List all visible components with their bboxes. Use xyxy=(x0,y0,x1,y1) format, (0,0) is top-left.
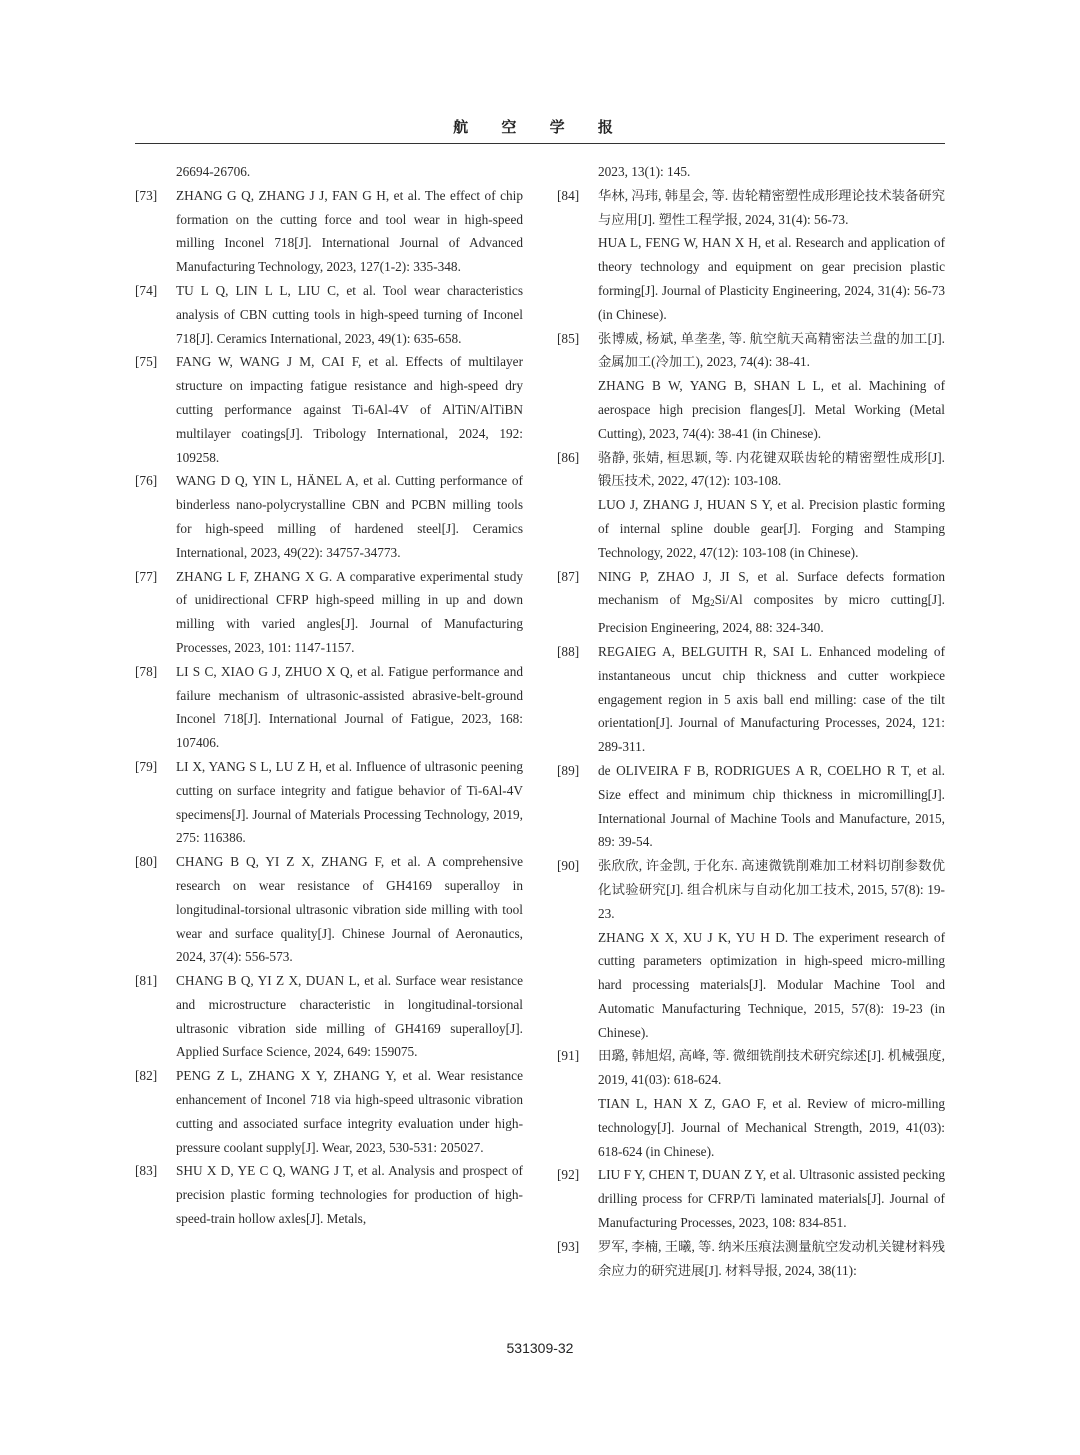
reference-number: [76] xyxy=(135,473,158,489)
reference-text: WANG D Q, YIN L, HÄNEL A, et al. Cutting performance of binderless nano-polycrystalline CBN and PCBN milling tools for high-speed milling of hardened steel[J]. Ceramics International, 2023, 49(22): 34757-34773. xyxy=(176,473,523,560)
reference-number: [91] xyxy=(557,1048,580,1064)
reference-text: LI S C, XIAO G J, ZHUO X Q, et al. Fatigue performance and failure mechanism of ultrasonic-assisted abrasive-belt-ground Inconel 718[J]. International Journal of Fatigue, 2023, 168: 107406. xyxy=(176,663,523,751)
reference-number: [81] xyxy=(135,973,158,989)
reference-number: [90] xyxy=(557,858,580,874)
reference-number: [84] xyxy=(557,187,580,203)
reference-82 xyxy=(135,1064,523,1159)
reference-text: ZHANG L F, ZHANG X G. A comparative experimental study of unidirectional CFRP high-speed milling in up and down milling with varied angles[J]. Journal of Manufacturing Processes, 2023, 101: 1147-1157. xyxy=(176,568,523,655)
left-column xyxy=(135,160,523,1231)
reference-number: [73] xyxy=(135,187,158,203)
reference-text-en: TIAN L, HAN X Z, GAO F, et al. Review of micro-milling technology[J]. Journal of Mechanical Strength, 2019, 41(03): 618-624 (in Chinese). xyxy=(598,1096,945,1159)
reference-text: CHANG B Q, YI Z X, ZHANG F, et al. A comprehensive research on wear resistance of GH4169 superalloy in longitudinal-torsional ultrasonic vibration side milling with tool wear and surface quality[J]. Chinese Journal of Aeronautics, 2024, 37(4): 556-573. xyxy=(176,854,523,965)
reference-text: PENG Z L, ZHANG X Y, ZHANG Y, et al. Wear resistance enhancement of Inconel 718 via high-speed ultrasonic vibration cutting and associated surface integrity evaluation under high-pressure coolant supply[J]. Wear, 2023, 530-531: 205027. xyxy=(176,1068,523,1155)
reference-text-zh: 张博威, 杨斌, 单垄垄, 等. 航空航天高精密法兰盘的加工[J]. 金属加工(冷加工), 2023, 74(4): 38-41. xyxy=(598,330,945,370)
reference-text-en: LUO J, ZHANG J, HUAN S Y, et al. Precision plastic forming of internal spline double gear[J]. Forging and Stamping Technology, 2022, 47(12): 103-108 (in Chinese). xyxy=(598,497,945,560)
reference-text: LI X, YANG S L, LU Z H, et al. Influence of ultrasonic peening cutting on surface integrity and fatigue behavior of Ti-6Al-4V specimens[J]. Journal of Materials Processing Technology, 2019, 275: 116386. xyxy=(176,758,523,846)
reference-continuation: 2023, 13(1): 145. xyxy=(598,164,691,179)
reference-76 xyxy=(135,469,523,564)
reference-83 xyxy=(135,1159,523,1230)
reference-73 xyxy=(135,184,523,279)
reference-number: [87] xyxy=(557,568,580,584)
reference-89 xyxy=(557,759,945,854)
reference-92 xyxy=(557,1163,945,1234)
reference-text: NING P, ZHAO J, JI S, et al. Surface defects formation mechanism of Mg xyxy=(598,568,945,608)
reference-87 xyxy=(557,565,945,640)
reference-text-zh: 张欣欣, 许金凯, 于化东. 高速微铣削难加工材料切削参数优化试验研究[J]. 组合机床与自动化加工技术, 2015, 57(8): 19-23. xyxy=(598,858,945,921)
reference-text: TU L Q, LIN L L, LIU C, et al. Tool wear characteristics analysis of CBN cutting tools in high-speed turning of Inconel 718[J]. Ceramics International, 2023, 49(1): 635-658. xyxy=(176,282,523,346)
reference-75 xyxy=(135,350,523,469)
reference-90 xyxy=(557,854,945,1044)
reference-91 xyxy=(557,1044,945,1163)
reference-93 xyxy=(557,1235,945,1283)
reference-text: FANG W, WANG J M, CAI F, et al. Effects of multilayer structure on impacting fatigue resistance and high-speed dry cutting performance against Ti-6Al-4V of AlTiN/AlTiBN multilayer coatings[J]. Tribology International, 2024, 192: 109258. xyxy=(176,354,523,465)
reference-number: [78] xyxy=(135,663,158,679)
reference-number: [82] xyxy=(135,1068,158,1084)
reference-80 xyxy=(135,850,523,969)
reference-number: [92] xyxy=(557,1167,580,1183)
reference-number: [80] xyxy=(135,854,158,870)
reference-continuation: 26694-26706. xyxy=(176,164,251,179)
reference-text-zh: 华林, 冯玮, 韩星会, 等. 齿轮精密塑性成形理论技术装备研究与应用[J]. 塑性工程学报, 2024, 31(4): 56-73. xyxy=(598,187,945,227)
reference-number: [83] xyxy=(135,1163,158,1179)
reference-text: LIU F Y, CHEN T, DUAN Z Y, et al. Ultrasonic assisted pecking drilling process for CFRP/Ti laminated materials[J]. Journal of Manufacturing Processes, 2023, 108: 834-851. xyxy=(598,1167,945,1231)
reference-text: ZHANG G Q, ZHANG J J, FAN G H, et al. The effect of chip formation on the cutting force and tool wear in high-speed milling Inconel 718[J]. International Journal of Advanced Manufacturing Technology, 2023, 127(1-2): 335-348. xyxy=(176,187,523,275)
page-number: 531309-32 xyxy=(506,1340,574,1356)
right-column xyxy=(557,160,945,1282)
reference-text-zh: 田璐, 韩旭炤, 高峰, 等. 微细铣削技术研究综述[J]. 机械强度, 2019, 41(03): 618-624. xyxy=(598,1048,945,1088)
reference-text: REGAIEG A, BELGUITH R, SAI L. Enhanced modeling of instantaneous uncut chip thickness and cutter workpiece engagement region in 5 axis ball end milling: case of the tilt orientation[J]. Journal of Manufacturing Processes, 2024, 121: 289-311. xyxy=(598,643,945,755)
reference-number: [85] xyxy=(557,330,580,346)
reference-88 xyxy=(557,640,945,759)
reference-text-cont: Si/Al composites by micro cutting[J]. Precision Engineering, 2024, 88: 324-340. xyxy=(598,592,945,636)
reference-79 xyxy=(135,755,523,850)
reference-text: 罗军, 李楠, 王曦, 等. 纳米压痕法测量航空发动机关键材料残余应力的研究进展[J]. 材料导报, 2024, 38(11): xyxy=(598,1238,945,1278)
reference-81 xyxy=(135,969,523,1064)
reference-77 xyxy=(135,565,523,660)
subscript: 2 xyxy=(710,598,715,609)
reference-text-en: ZHANG X X, XU J K, YU H D. The experiment research of cutting parameters optimization in high-speed micro-milling hard processing materials[J]. Modular Machine Tool and Automatic Manufacturing Technique, 2015, 57(8): 19-23 (in Chinese). xyxy=(598,929,945,1040)
reference-number: [77] xyxy=(135,568,158,584)
reference-text-en: HUA L, FENG W, HAN X H, et al. Research and application of theory technology and equipment on gear precision plastic forming[J]. Journal of Plasticity Engineering, 2024, 31(4): 56-73 (in Chinese). xyxy=(598,235,945,322)
reference-number: [79] xyxy=(135,758,158,774)
reference-text-zh: 骆静, 张婧, 桓思颖, 等. 内花键双联齿轮的精密塑性成形[J]. 锻压技术, 2022, 47(12): 103-108. xyxy=(598,449,945,489)
reference-text: CHANG B Q, YI Z X, DUAN L, et al. Surface wear resistance and microstructure characteristic in longitudinal-torsional ultrasonic vibration side milling of GH4169 superalloy[J]. Applied Surface Science, 2024, 649: 159075. xyxy=(176,973,523,1060)
reference-number: [89] xyxy=(557,762,580,778)
journal-title: 航 空 学 报 xyxy=(453,118,627,136)
reference-number: [86] xyxy=(557,449,580,465)
reference-85 xyxy=(557,327,945,446)
reference-78 xyxy=(135,660,523,755)
reference-84 xyxy=(557,184,945,327)
reference-text: de OLIVEIRA F B, RODRIGUES A R, COELHO R T, et al. Size effect and minimum chip thickness in micromilling[J]. International Journal of Machine Tools and Manufacture, 2015, 89: 39-54. xyxy=(598,762,945,850)
reference-number: [93] xyxy=(557,1238,580,1254)
header-rule xyxy=(135,143,945,144)
reference-86 xyxy=(557,446,945,565)
reference-text: SHU X D, YE C Q, WANG J T, et al. Analysis and prospect of precision plastic forming technologies for production of high-speed-train hollow axles[J]. Metals, xyxy=(176,1163,523,1227)
reference-text-en: ZHANG B W, YANG B, SHAN L L, et al. Machining of aerospace high precision flanges[J]. Metal Working (Metal Cutting), 2023, 74(4): 38-41 (in Chinese). xyxy=(598,378,945,441)
reference-number: [74] xyxy=(135,282,158,298)
reference-number: [75] xyxy=(135,354,158,370)
reference-number: [88] xyxy=(557,643,580,659)
reference-74 xyxy=(135,279,523,350)
